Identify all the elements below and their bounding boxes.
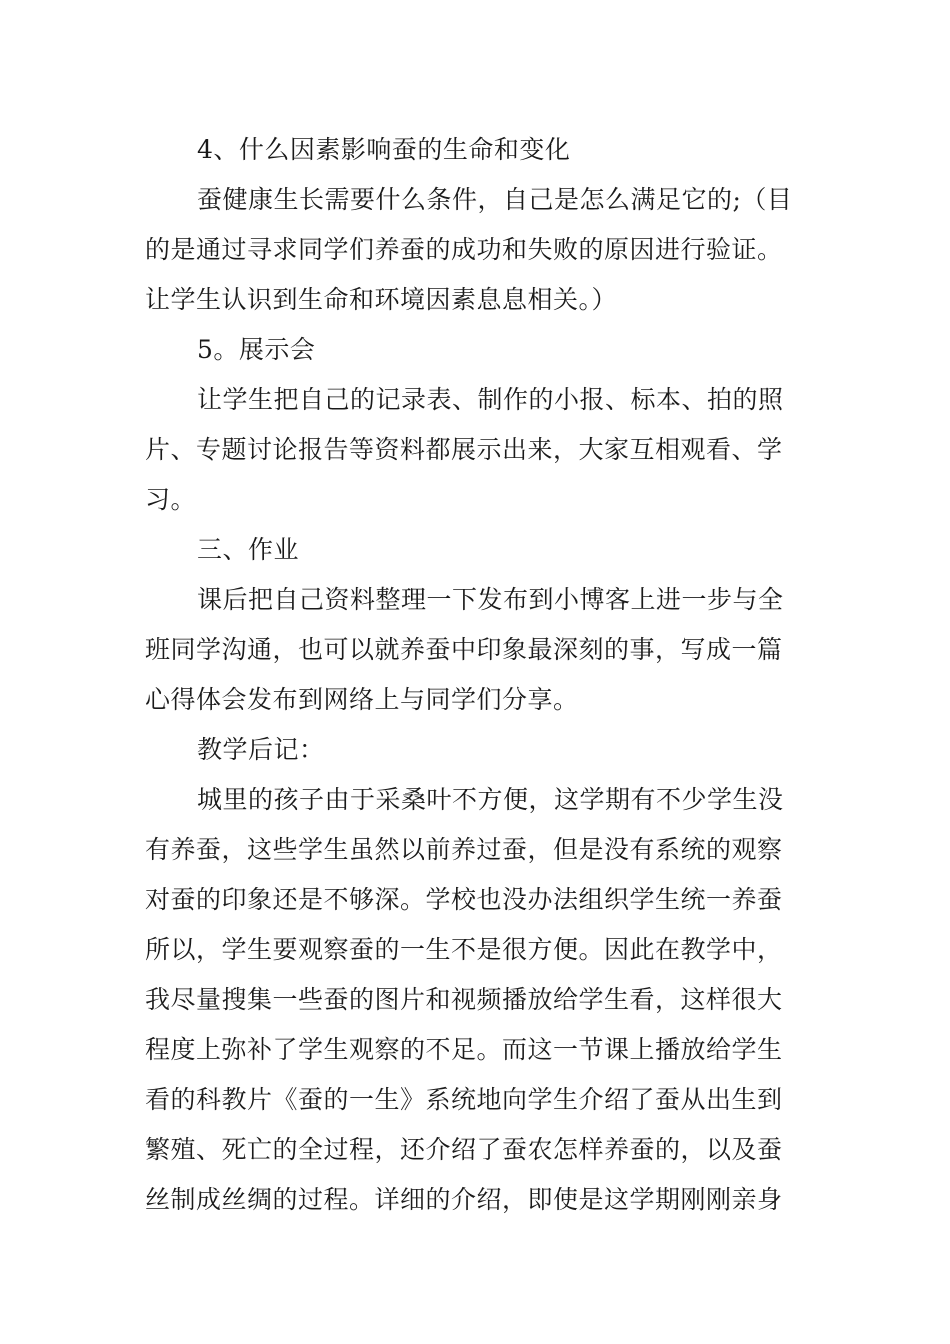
text-line: 习。	[145, 485, 197, 514]
text-line: 让学生认识到生命和环境因素息息相关。）	[145, 285, 618, 314]
text-line: 心得体会发布到网络上与同学们分享。	[145, 685, 579, 714]
text-line: 程度上弥补了学生观察的不足。而这一节课上播放给学生	[145, 1035, 783, 1064]
text-line: 课后把自己资料整理一下发布到小博客上进一步与全	[197, 585, 784, 614]
text-line: 所以，学生要观察蚕的一生不是很方便。因此在教学中，	[145, 935, 783, 964]
text-line: 班同学沟通，也可以就养蚕中印象最深刻的事，写成一篇	[145, 635, 783, 664]
text-line: 让学生把自己的记录表、制作的小报、标本、拍的照	[197, 385, 784, 414]
text-line: 有养蚕，这些学生虽然以前养过蚕，但是没有系统的观察	[145, 835, 783, 864]
text-line: 繁殖、死亡的全过程，还介绍了蚕农怎样养蚕的，以及蚕	[145, 1135, 783, 1164]
text-line: 丝制成丝绸的过程。详细的介绍，即使是这学期刚刚亲身	[145, 1185, 783, 1214]
text-line: 城里的孩子由于采桑叶不方便，这学期有不少学生没	[197, 785, 784, 814]
text-line: 片、专题讨论报告等资料都展示出来，大家互相观看、学	[145, 435, 783, 464]
text-line: 的是通过寻求同学们养蚕的成功和失败的原因进行验证。	[145, 235, 783, 264]
text-line: 三、作业	[197, 535, 300, 564]
document-body	[145, 125, 810, 1225]
text-line: 对蚕的印象还是不够深。学校也没办法组织学生统一养蚕	[145, 885, 783, 914]
text-line: 蚕健康生长需要什么条件，自己是怎么满足它的;（目	[197, 185, 793, 214]
text-line: 5。展示会	[197, 335, 316, 364]
text-line: 教学后记：	[197, 735, 325, 764]
text-line: 看的科教片《蚕的一生》系统地向学生介绍了蚕从出生到	[145, 1085, 783, 1114]
text-line: 我尽量搜集一些蚕的图片和视频播放给学生看，这样很大	[145, 985, 783, 1014]
text-line: 4、什么因素影响蚕的生命和变化	[197, 135, 571, 164]
